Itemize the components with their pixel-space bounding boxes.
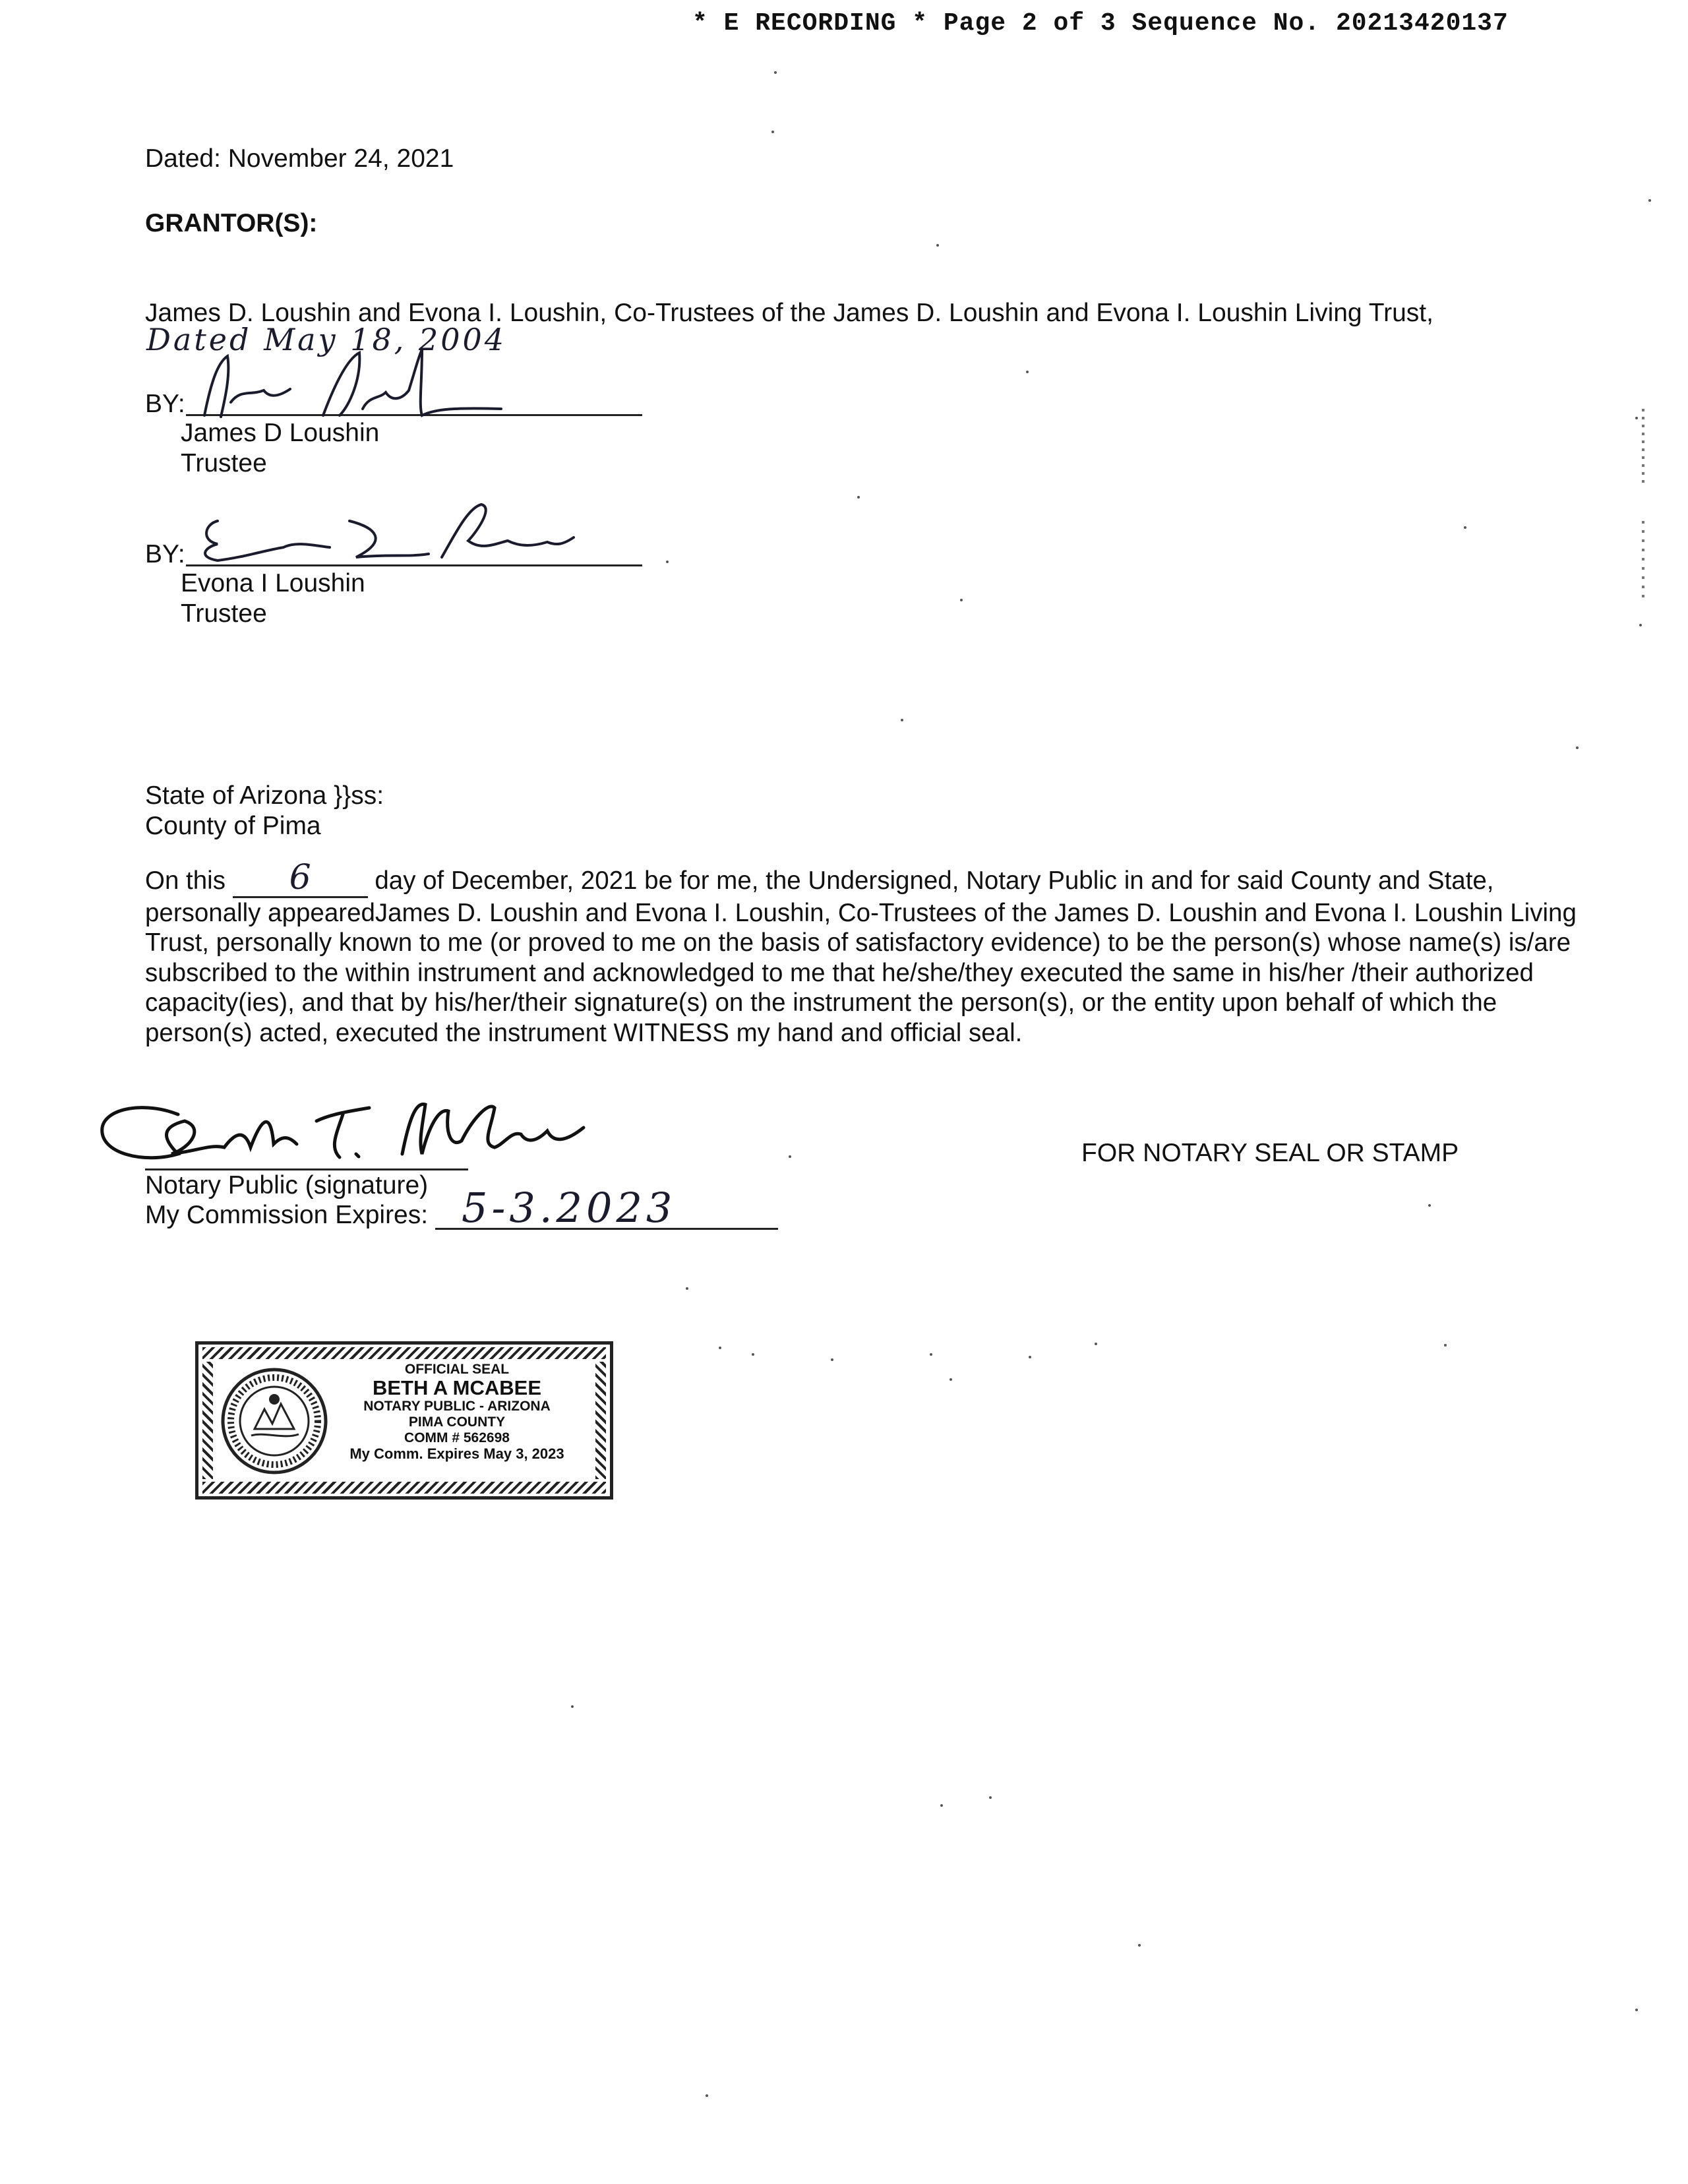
seal-line-county: PIMA COUNTY: [408, 1414, 506, 1430]
venue-county: County of Pima: [145, 812, 321, 840]
acknowledgment-body: day of December, 2021 be for me, the Undersigned, Notary Public in and for said County and State, personally appearedJames D. Loushin and Evona I. Loushin, Co-Trustees of the James D. Loushin and Evona I. Loushin Living Trust, personally known to me (or proved to me on the basis of satisfactory evidence) to be the person(s) whose name(s) is/are subscribed to the within instrument and acknowledged to me that he/she/they executed the same in his/her /their authorized capacity(ies), and that by his/her/their signature(s) on the instrument the person(s), or the entity upon behalf of which the person(s) acted, executed the instrument WITNESS my hand and official seal.: [145, 866, 1577, 1047]
recording-banner: * E RECORDING * Page 2 of 3 Sequence No. 20213420137: [692, 9, 1509, 38]
seal-top-border: [202, 1347, 606, 1359]
scan-speck: [1639, 624, 1642, 626]
scan-speck: [901, 719, 903, 721]
seal-text-block: [330, 1362, 584, 1462]
scan-speck: [1648, 199, 1651, 202]
scan-speck: [1576, 746, 1579, 749]
scan-speck: [940, 1804, 943, 1807]
signer-1-by-label: BY:: [145, 390, 185, 418]
scan-speck: [1029, 1356, 1031, 1358]
scan-speck: [960, 599, 963, 601]
acknowledgment-paragraph: [145, 858, 1596, 1048]
scan-speck: [1428, 1204, 1431, 1207]
scan-speck: [719, 1347, 721, 1349]
scan-edge-artifact: [1642, 521, 1644, 600]
signer-2-name: Evona I Loushin: [181, 569, 365, 597]
scan-speck: [930, 1353, 932, 1356]
seal-bottom-border: [202, 1482, 606, 1494]
scan-speck: [706, 2094, 708, 2097]
signer-2-title: Trustee: [181, 599, 267, 628]
grantors-heading: GRANTOR(S):: [145, 209, 318, 237]
handwritten-trust-date: Dated May 18, 2004: [146, 322, 507, 357]
on-this-label: On this: [145, 866, 226, 895]
arizona-state-seal-emblem: [218, 1363, 330, 1478]
seal-line-name: BETH A MCABEE: [372, 1376, 542, 1399]
signer-2-by-label: BY:: [145, 540, 185, 568]
dated-line: Dated: November 24, 2021: [145, 144, 454, 173]
scan-speck: [1635, 2009, 1638, 2011]
scan-speck: [1095, 1343, 1097, 1345]
seal-line-official: OFFICIAL SEAL: [404, 1362, 510, 1377]
scan-speck: [936, 244, 939, 247]
day-blank: [233, 858, 368, 898]
seal-left-border: [202, 1362, 213, 1479]
day-handwritten: 6: [289, 858, 311, 897]
scan-speck: [666, 561, 669, 563]
scan-speck: [1464, 526, 1466, 529]
scan-speck: [989, 1796, 992, 1799]
seal-line-notary-public: NOTARY PUBLIC - ARIZONA: [363, 1399, 551, 1414]
notary-signature-label: Notary Public (signature): [145, 1171, 429, 1199]
scan-edge-artifact: [1642, 409, 1644, 488]
scan-speck: [857, 496, 860, 499]
scan-speck: [571, 1705, 574, 1708]
scan-speck: [1026, 371, 1029, 373]
venue-state: State of Arizona }}ss:: [145, 781, 384, 810]
seal-right-border: [595, 1362, 606, 1479]
signer-1-title: Trustee: [181, 449, 267, 477]
seal-line-commission-expires: My Comm. Expires May 3, 2023: [349, 1445, 564, 1462]
commission-expires-label: My Commission Expires:: [145, 1201, 429, 1229]
signer-2-signature: [191, 495, 587, 567]
scan-speck: [686, 1287, 688, 1290]
scan-speck: [831, 1358, 833, 1361]
signer-1-name: James D Loushin: [181, 419, 380, 447]
grantors-names-line: James D. Loushin and Evona I. Loushin, Co-Trustees of the James D. Loushin and Evona I. Loushin Living Trust,: [145, 299, 1433, 327]
official-notary-seal-stamp: [195, 1341, 613, 1500]
scan-speck: [1635, 417, 1638, 419]
scan-speck: [1138, 1944, 1141, 1947]
seal-line-commission-number: COMM # 562698: [404, 1430, 510, 1445]
notary-seal-placeholder: FOR NOTARY SEAL OR STAMP: [1081, 1139, 1459, 1167]
scan-speck: [752, 1353, 754, 1356]
scan-speck: [950, 1378, 952, 1381]
scan-speck: [771, 131, 774, 133]
commission-expires-handwritten: 5-3.2023: [462, 1184, 677, 1232]
scan-speck: [789, 1155, 791, 1158]
scan-speck: [1444, 1344, 1447, 1347]
signer-1-signature: [191, 343, 534, 425]
scan-speck: [774, 71, 777, 74]
notary-signature: [92, 1081, 620, 1180]
